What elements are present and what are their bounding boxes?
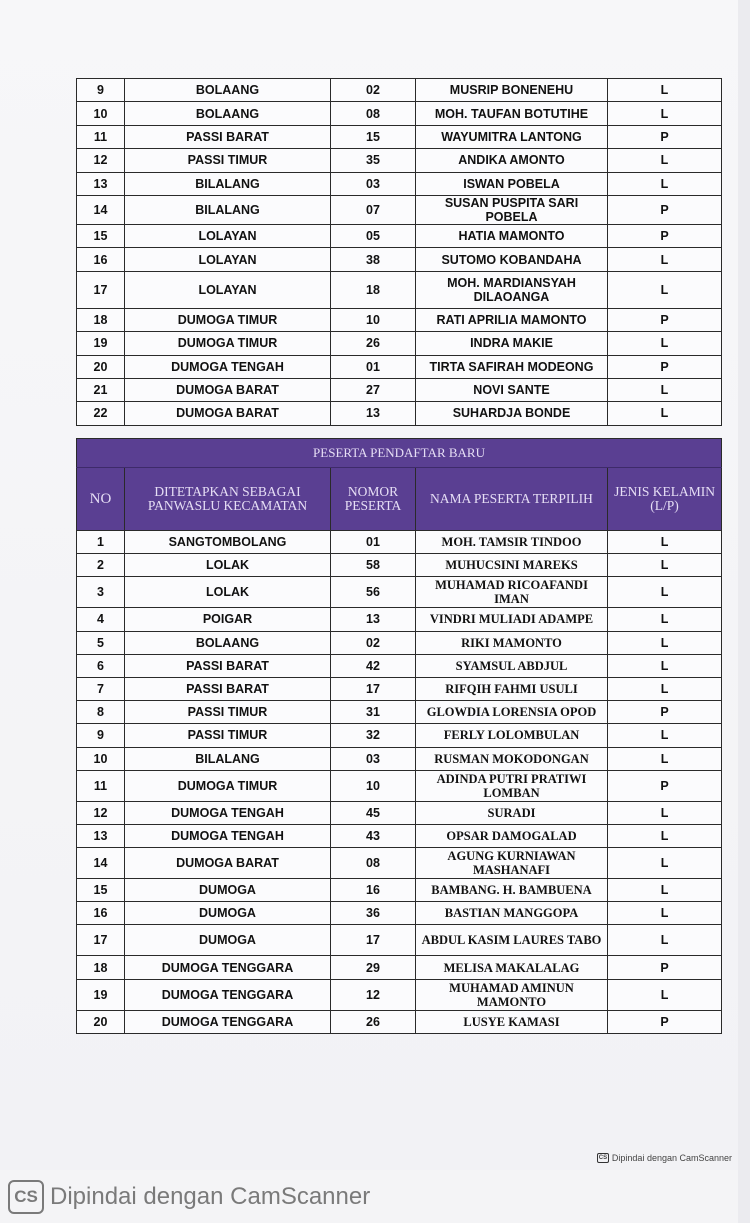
cell-nama-peserta: RIKI MAMONTO: [416, 631, 608, 654]
cell-jenis-kelamin: L: [608, 925, 722, 956]
table-row: [77, 848, 722, 879]
table-row: [77, 149, 722, 172]
table-row: [77, 378, 722, 401]
table-title-row: [77, 439, 722, 468]
cell-jenis-kelamin: L: [608, 554, 722, 577]
table-row: [77, 677, 722, 700]
new-registrants-table: [76, 438, 722, 1034]
cell-kecamatan: DUMOGA TIMUR: [125, 770, 331, 801]
cell-nomor-peserta: 15: [331, 125, 416, 148]
cell-nomor-peserta: 17: [331, 677, 416, 700]
cell-kecamatan: POIGAR: [125, 608, 331, 631]
cell-nomor-peserta: 35: [331, 149, 416, 172]
cell-nomor-peserta: 58: [331, 554, 416, 577]
cell-nama-peserta: MOH. TAMSIR TINDOO: [416, 531, 608, 554]
cell-nama-peserta: MUHUCSINI MAREKS: [416, 554, 608, 577]
cell-nomor-peserta: 31: [331, 701, 416, 724]
cell-nama-peserta: MELISA MAKALALAG: [416, 956, 608, 979]
table-row: [77, 770, 722, 801]
camscanner-watermark-small: [597, 1153, 732, 1163]
cell-nama-peserta: SYAMSUL ABDJUL: [416, 654, 608, 677]
cell-kecamatan: DUMOGA BARAT: [125, 848, 331, 879]
cell-kecamatan: PASSI BARAT: [125, 125, 331, 148]
cell-nomor-peserta: 08: [331, 102, 416, 125]
cell-no: 9: [77, 79, 125, 102]
cell-no: 6: [77, 654, 125, 677]
cell-no: 20: [77, 355, 125, 378]
cell-no: 11: [77, 125, 125, 148]
table-row: [77, 724, 722, 747]
table-row: [77, 747, 722, 770]
table-row: [77, 531, 722, 554]
cell-nomor-peserta: 38: [331, 248, 416, 271]
column-header-nama-peserta: NAMA PESERTA TERPILIH: [416, 468, 608, 531]
table-row: [77, 248, 722, 271]
cell-kecamatan: LOLAYAN: [125, 224, 331, 247]
cell-no: 10: [77, 102, 125, 125]
cell-no: 15: [77, 879, 125, 902]
cell-jenis-kelamin: P: [608, 195, 722, 224]
cell-kecamatan: SANGTOMBOLANG: [125, 531, 331, 554]
cell-jenis-kelamin: L: [608, 102, 722, 125]
camscanner-watermark: [8, 1180, 370, 1214]
cell-nomor-peserta: 27: [331, 378, 416, 401]
cell-kecamatan: DUMOGA TENGGARA: [125, 1010, 331, 1033]
watermark-text: Dipindai dengan CamScanner: [50, 1183, 371, 1210]
cell-no: 16: [77, 902, 125, 925]
cell-nomor-peserta: 03: [331, 172, 416, 195]
cell-kecamatan: DUMOGA: [125, 902, 331, 925]
cell-jenis-kelamin: L: [608, 979, 722, 1010]
cell-kecamatan: DUMOGA TENGGARA: [125, 979, 331, 1010]
cell-nomor-peserta: 16: [331, 879, 416, 902]
cell-nomor-peserta: 56: [331, 577, 416, 608]
page-edge-shadow: [738, 0, 750, 1223]
cell-nama-peserta: MUSRIP BONENEHU: [416, 79, 608, 102]
cell-kecamatan: BILALANG: [125, 747, 331, 770]
cell-no: 17: [77, 925, 125, 956]
table-row: [77, 654, 722, 677]
cell-jenis-kelamin: L: [608, 608, 722, 631]
cell-kecamatan: LOLAYAN: [125, 248, 331, 271]
cell-kecamatan: PASSI BARAT: [125, 654, 331, 677]
cell-nomor-peserta: 03: [331, 747, 416, 770]
cell-nomor-peserta: 43: [331, 824, 416, 847]
cell-nomor-peserta: 05: [331, 224, 416, 247]
cell-kecamatan: DUMOGA: [125, 925, 331, 956]
cell-jenis-kelamin: P: [608, 355, 722, 378]
column-header-jenis-kelamin: JENIS KELAMIN (L/P): [608, 468, 722, 531]
table-row: [77, 701, 722, 724]
table-row: [77, 125, 722, 148]
cell-jenis-kelamin: L: [608, 801, 722, 824]
cell-no: 8: [77, 701, 125, 724]
cell-no: 13: [77, 824, 125, 847]
cell-nama-peserta: ABDUL KASIM LAURES TABO: [416, 925, 608, 956]
cell-no: 17: [77, 271, 125, 308]
cell-nama-peserta: VINDRI MULIADI ADAMPE: [416, 608, 608, 631]
table-row: [77, 925, 722, 956]
cell-jenis-kelamin: L: [608, 848, 722, 879]
cell-kecamatan: PASSI TIMUR: [125, 701, 331, 724]
cell-kecamatan: LOLAK: [125, 554, 331, 577]
cell-kecamatan: PASSI BARAT: [125, 677, 331, 700]
table-row: [77, 172, 722, 195]
table-row: [77, 308, 722, 331]
cell-jenis-kelamin: L: [608, 248, 722, 271]
cell-jenis-kelamin: L: [608, 332, 722, 355]
cell-nomor-peserta: 36: [331, 902, 416, 925]
column-header-kecamatan: DITETAPKAN SEBAGAI PANWASLU KECAMATAN: [125, 468, 331, 531]
cell-kecamatan: LOLAYAN: [125, 271, 331, 308]
cell-jenis-kelamin: L: [608, 902, 722, 925]
cell-nomor-peserta: 01: [331, 355, 416, 378]
cell-kecamatan: DUMOGA TIMUR: [125, 308, 331, 331]
cell-jenis-kelamin: L: [608, 79, 722, 102]
cell-no: 12: [77, 801, 125, 824]
cell-nomor-peserta: 18: [331, 271, 416, 308]
cell-jenis-kelamin: L: [608, 402, 722, 425]
table-row: [77, 79, 722, 102]
participants-table-body: [77, 79, 722, 426]
cell-kecamatan: LOLAK: [125, 577, 331, 608]
cell-nama-peserta: ANDIKA AMONTO: [416, 149, 608, 172]
cell-jenis-kelamin: L: [608, 654, 722, 677]
table-row: [77, 902, 722, 925]
cell-nomor-peserta: 02: [331, 79, 416, 102]
cell-kecamatan: DUMOGA TENGAH: [125, 355, 331, 378]
cell-nama-peserta: ADINDA PUTRI PRATIWI LOMBAN: [416, 770, 608, 801]
table-row: [77, 195, 722, 224]
table-title: PESERTA PENDAFTAR BARU: [77, 439, 722, 468]
cell-no: 11: [77, 770, 125, 801]
table-row: [77, 355, 722, 378]
cell-nama-peserta: AGUNG KURNIAWAN MASHANAFI: [416, 848, 608, 879]
cell-kecamatan: DUMOGA TENGGARA: [125, 956, 331, 979]
cell-no: 13: [77, 172, 125, 195]
cell-jenis-kelamin: L: [608, 631, 722, 654]
cell-nama-peserta: MUHAMAD RICOAFANDI IMAN: [416, 577, 608, 608]
cell-kecamatan: BOLAANG: [125, 79, 331, 102]
cell-nomor-peserta: 07: [331, 195, 416, 224]
table-row: [77, 956, 722, 979]
cell-no: 19: [77, 979, 125, 1010]
cell-kecamatan: DUMOGA TIMUR: [125, 332, 331, 355]
table-row: [77, 271, 722, 308]
cell-jenis-kelamin: L: [608, 879, 722, 902]
table-row: [77, 402, 722, 425]
cell-kecamatan: PASSI TIMUR: [125, 724, 331, 747]
cell-nama-peserta: SUHARDJA BONDE: [416, 402, 608, 425]
cell-no: 4: [77, 608, 125, 631]
watermark-small-text: Dipindai dengan CamScanner: [611, 1153, 732, 1163]
cell-nama-peserta: SUSAN PUSPITA SARI POBELA: [416, 195, 608, 224]
column-header-nomor-peserta: NOMOR PESERTA: [331, 468, 416, 531]
cell-no: 14: [77, 848, 125, 879]
cell-nama-peserta: NOVI SANTE: [416, 378, 608, 401]
cell-nomor-peserta: 45: [331, 801, 416, 824]
cell-no: 19: [77, 332, 125, 355]
cell-nama-peserta: LUSYE KAMASI: [416, 1010, 608, 1033]
cell-nomor-peserta: 42: [331, 654, 416, 677]
cell-kecamatan: PASSI TIMUR: [125, 149, 331, 172]
cell-nomor-peserta: 12: [331, 979, 416, 1010]
cell-jenis-kelamin: P: [608, 1010, 722, 1033]
cell-jenis-kelamin: P: [608, 125, 722, 148]
table-row: [77, 879, 722, 902]
table-row: [77, 102, 722, 125]
cell-no: 7: [77, 677, 125, 700]
cell-no: 5: [77, 631, 125, 654]
cell-no: 18: [77, 956, 125, 979]
cell-nama-peserta: RATI APRILIA MAMONTO: [416, 308, 608, 331]
table-row: [77, 631, 722, 654]
cell-jenis-kelamin: L: [608, 531, 722, 554]
table-row: [77, 801, 722, 824]
cell-jenis-kelamin: L: [608, 824, 722, 847]
cell-jenis-kelamin: L: [608, 149, 722, 172]
cell-nama-peserta: RIFQIH FAHMI USULI: [416, 677, 608, 700]
cell-nomor-peserta: 32: [331, 724, 416, 747]
cell-jenis-kelamin: P: [608, 308, 722, 331]
cell-nomor-peserta: 10: [331, 770, 416, 801]
cell-jenis-kelamin: P: [608, 956, 722, 979]
cell-no: 16: [77, 248, 125, 271]
cell-no: 18: [77, 308, 125, 331]
cell-no: 14: [77, 195, 125, 224]
cell-nama-peserta: GLOWDIA LORENSIA OPOD: [416, 701, 608, 724]
table-row: [77, 224, 722, 247]
cell-jenis-kelamin: L: [608, 577, 722, 608]
cell-nama-peserta: MOH. TAUFAN BOTUTIHE: [416, 102, 608, 125]
cell-no: 20: [77, 1010, 125, 1033]
cell-nomor-peserta: 26: [331, 332, 416, 355]
cell-kecamatan: DUMOGA TENGAH: [125, 801, 331, 824]
table-row: [77, 608, 722, 631]
cell-nama-peserta: WAYUMITRA LANTONG: [416, 125, 608, 148]
cell-nama-peserta: FERLY LOLOMBULAN: [416, 724, 608, 747]
cell-no: 3: [77, 577, 125, 608]
cell-nomor-peserta: 13: [331, 608, 416, 631]
cell-jenis-kelamin: L: [608, 271, 722, 308]
table-row: [77, 577, 722, 608]
cell-nomor-peserta: 29: [331, 956, 416, 979]
cell-kecamatan: DUMOGA TENGAH: [125, 824, 331, 847]
cell-jenis-kelamin: L: [608, 724, 722, 747]
cell-nama-peserta: BAMBANG. H. BAMBUENA: [416, 879, 608, 902]
cell-jenis-kelamin: P: [608, 770, 722, 801]
cell-no: 12: [77, 149, 125, 172]
camscanner-icon: CS: [598, 1155, 608, 1161]
camscanner-logo-icon: CS: [8, 1180, 44, 1214]
cell-nama-peserta: BASTIAN MANGGOPA: [416, 902, 608, 925]
cell-nama-peserta: TIRTA SAFIRAH MODEONG: [416, 355, 608, 378]
column-header-no: NO: [77, 468, 125, 531]
cell-no: 2: [77, 554, 125, 577]
table-row: [77, 824, 722, 847]
cell-kecamatan: DUMOGA BARAT: [125, 378, 331, 401]
cell-nomor-peserta: 17: [331, 925, 416, 956]
cell-no: 15: [77, 224, 125, 247]
cell-nama-peserta: SUTOMO KOBANDAHA: [416, 248, 608, 271]
cell-no: 1: [77, 531, 125, 554]
cell-nama-peserta: SURADI: [416, 801, 608, 824]
cell-nama-peserta: RUSMAN MOKODONGAN: [416, 747, 608, 770]
cell-nama-peserta: MOH. MARDIANSYAH DILAOANGA: [416, 271, 608, 308]
cell-kecamatan: BOLAANG: [125, 631, 331, 654]
cell-kecamatan: DUMOGA BARAT: [125, 402, 331, 425]
cell-jenis-kelamin: L: [608, 172, 722, 195]
cell-no: 9: [77, 724, 125, 747]
cell-jenis-kelamin: L: [608, 677, 722, 700]
cell-nomor-peserta: 26: [331, 1010, 416, 1033]
cell-nomor-peserta: 08: [331, 848, 416, 879]
cell-jenis-kelamin: L: [608, 378, 722, 401]
cell-jenis-kelamin: P: [608, 701, 722, 724]
cell-nomor-peserta: 13: [331, 402, 416, 425]
cell-nomor-peserta: 10: [331, 308, 416, 331]
cell-kecamatan: BOLAANG: [125, 102, 331, 125]
cell-no: 21: [77, 378, 125, 401]
cell-no: 10: [77, 747, 125, 770]
cell-nama-peserta: OPSAR DAMOGALAD: [416, 824, 608, 847]
cell-jenis-kelamin: P: [608, 224, 722, 247]
table-row: [77, 979, 722, 1010]
table-header-row: [77, 468, 722, 531]
cell-nomor-peserta: 02: [331, 631, 416, 654]
table-row: [77, 554, 722, 577]
cell-nomor-peserta: 01: [331, 531, 416, 554]
new-registrants-table-body: [77, 531, 722, 1034]
table-row: [77, 332, 722, 355]
cell-kecamatan: BILALANG: [125, 195, 331, 224]
cell-kecamatan: BILALANG: [125, 172, 331, 195]
cell-nama-peserta: ISWAN POBELA: [416, 172, 608, 195]
cell-nama-peserta: MUHAMAD AMINUN MAMONTO: [416, 979, 608, 1010]
cell-no: 22: [77, 402, 125, 425]
cell-kecamatan: DUMOGA: [125, 879, 331, 902]
cell-nama-peserta: INDRA MAKIE: [416, 332, 608, 355]
cell-jenis-kelamin: L: [608, 747, 722, 770]
table-row: [77, 1010, 722, 1033]
participants-table-continued: [76, 78, 722, 426]
cell-nama-peserta: HATIA MAMONTO: [416, 224, 608, 247]
